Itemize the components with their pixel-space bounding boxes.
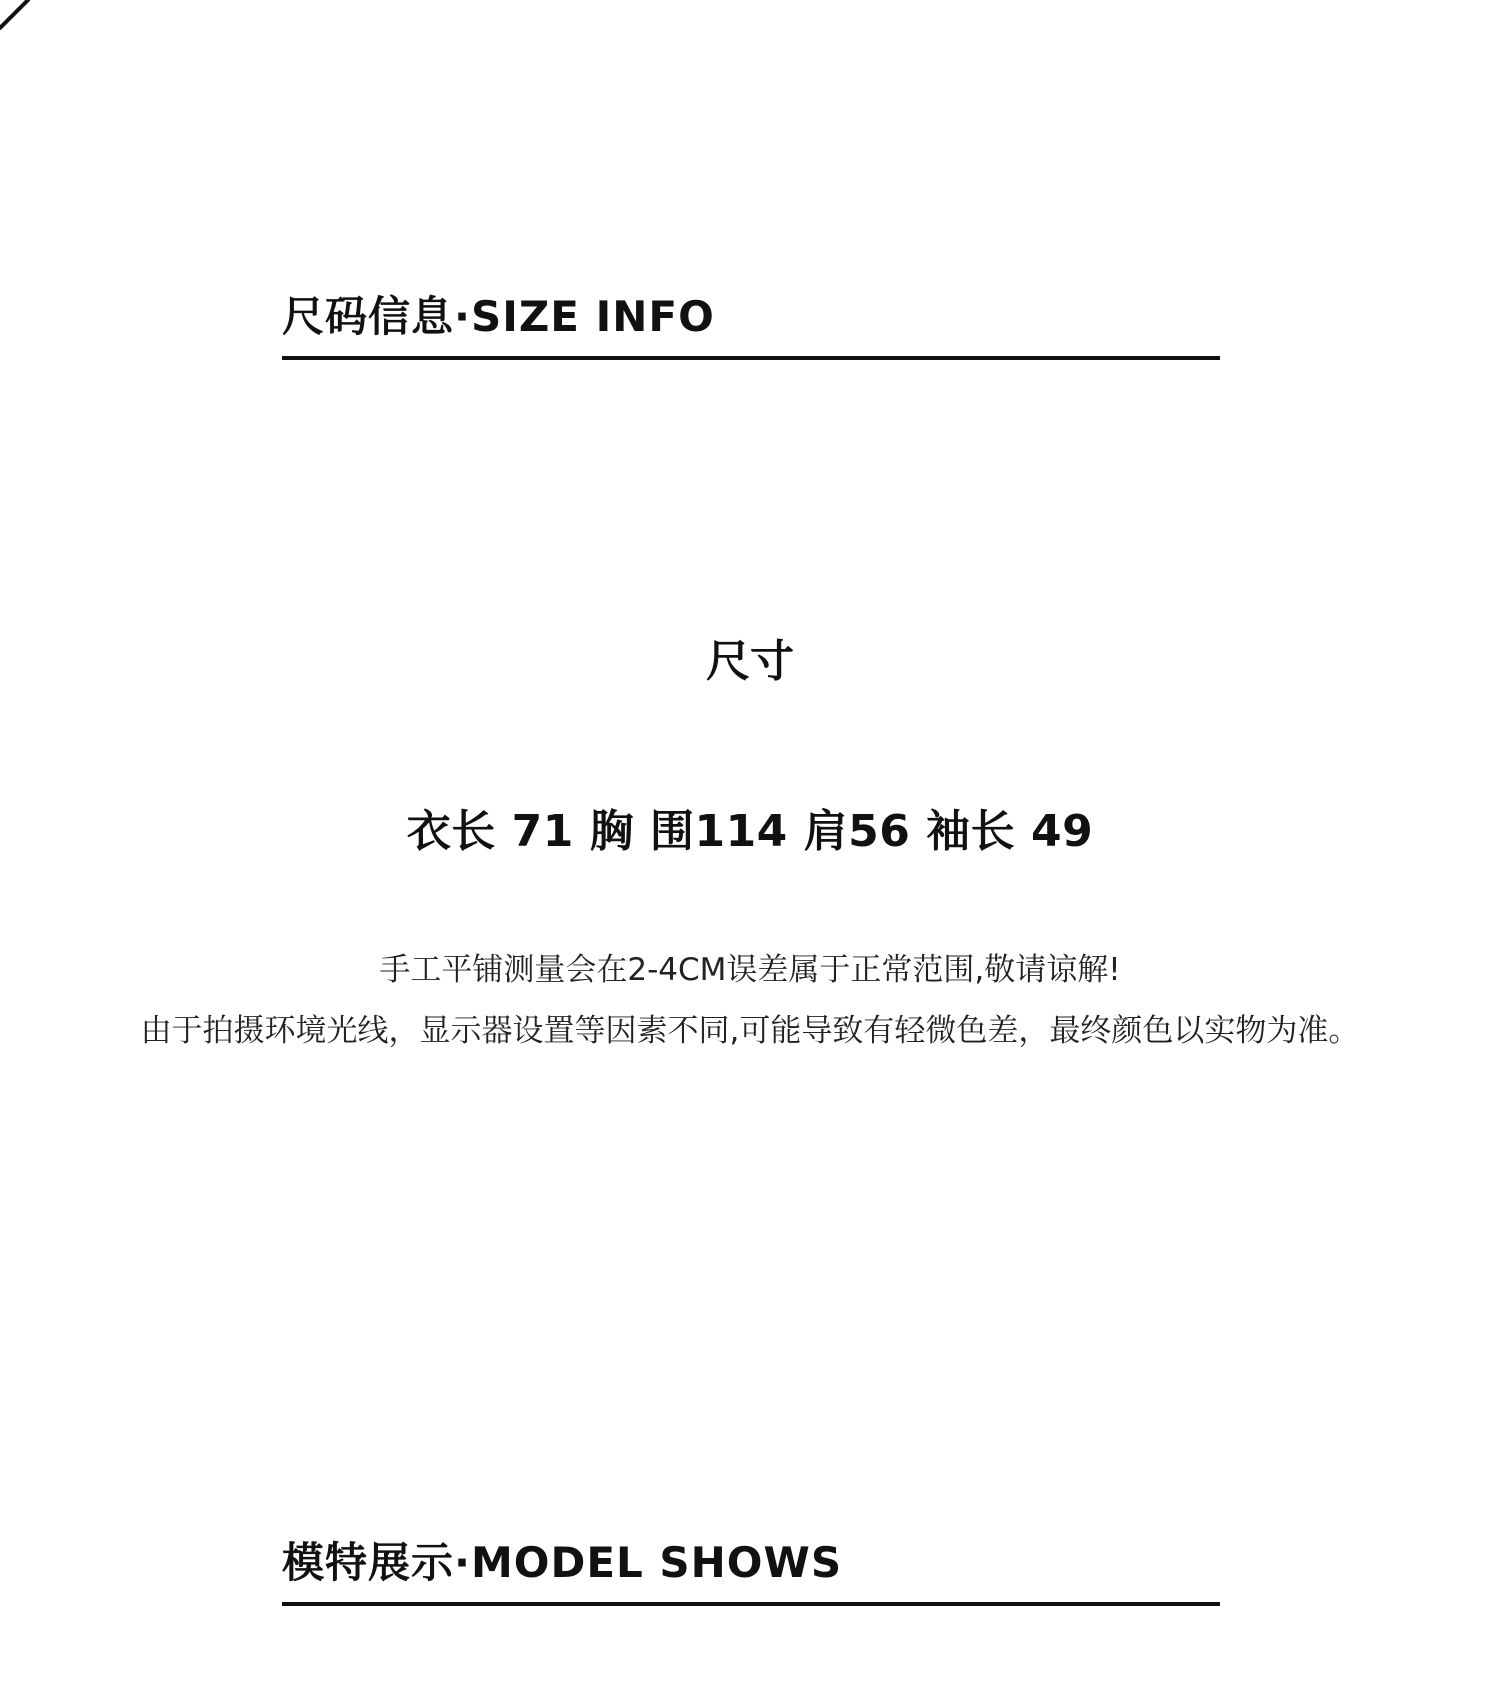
color-difference-note: 由于拍摄环境光线，显示器设置等因素不同,可能导致有轻微色差，最终颜色以实物为准。 — [140, 1013, 1360, 1049]
size-info-header — [282, 292, 1220, 360]
model-shows-title: 模特展示·MODEL SHOWS — [282, 1538, 843, 1587]
size-info-divider — [282, 356, 1220, 360]
model-shows-header — [282, 1538, 1220, 1606]
size-info-title: 尺码信息·SIZE INFO — [282, 292, 715, 341]
measurement-error-note: 手工平铺测量会在2-4CM误差属于正常范围,敬请谅解! — [379, 952, 1121, 988]
model-shows-divider — [282, 1602, 1220, 1606]
corner-stroke-decoration — [0, 0, 60, 40]
size-measurements: 衣长 71 胸 围114 肩56 袖长 49 — [406, 806, 1094, 857]
size-label: 尺寸 — [706, 636, 794, 687]
